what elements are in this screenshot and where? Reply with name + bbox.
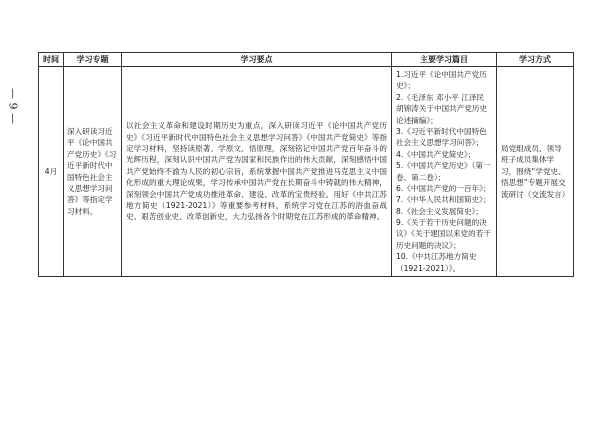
cell-points: 以社会主义革命和建设时期历史为重点，深入研读习近平《论中国共产党历史》《习近平新时代中国特色社会主义思想学习问答》《中国共产党简史》等指定学习材料，坚持读原著、学原文、悟原理，深刻铭记中国共产党百年奋斗的光辉历程，深刻认识中国共产党为国家和民族作出的伟大贡献，深刻感悟中国共产党始终不渝为人民的初心宗旨，系统掌握中国共产党推进马克思主义中国化形成的重大理论成果，学习传承中国共产党在长期奋斗中铸就的伟大精神，深刻领会中国共产党成功推进革命、建设、改革的宝贵经验。用好《中共江苏地方简史（1921-2021）》等重要参考材料，系统学习党在江苏的浴血奋战史、艰苦创业史、改革创新史，大力弘扬各个时期党在江苏形成的革命精神。: [122, 67, 392, 277]
reading-item: 10.《中共江苏地方简史（1921-2021）》。: [396, 252, 477, 273]
header-points: 学习要点: [122, 53, 392, 67]
reading-item: 1.习近平《论中国共产党历史》；: [396, 70, 487, 91]
header-readings: 主要学习篇目: [392, 53, 497, 67]
reading-item: 3.《习近平新时代中国特色社会主义思想学习问答》；: [396, 126, 487, 148]
reading-item: 2.《毛泽东 邓小平 江泽民 胡锦涛关于中国共产党历史论述摘编》；: [396, 92, 488, 125]
reading-item: 5.《中国共产党历史》（第一卷、第二卷）；: [396, 161, 491, 182]
reading-item: 4.《中国共产党简史》；: [396, 149, 476, 159]
header-time: 时间: [39, 53, 64, 67]
cell-topic: 深入研读习近平《论中国共产党历史》《习近平新时代中国特色社会主义思想学习问答》等指定学习材料。: [64, 67, 122, 277]
table-row: [39, 67, 574, 277]
header-method: 学习方式: [497, 53, 574, 67]
table-header-row: [39, 53, 574, 67]
reading-item: 8.《社会主义发展简史》；: [396, 206, 483, 216]
reading-item: 7.《中华人民共和国简史》；: [396, 195, 491, 205]
cell-time: 4月: [39, 67, 64, 277]
header-topic: 学习专题: [64, 53, 122, 67]
cell-method: 局党组成员、领导班子成员集体学习，围绕“学党史、悟思想”专题开展交流研讨（交流发言）: [497, 67, 574, 277]
study-plan-table: [38, 52, 574, 277]
reading-item: 9.《关于若干历史问题的决议》《关于建国以来党的若干历史问题的决议》；: [396, 218, 491, 250]
reading-item: 6.《中国共产党的一百年》；: [396, 183, 491, 193]
page-number: — 9 —: [6, 88, 20, 124]
cell-readings: [392, 67, 497, 277]
